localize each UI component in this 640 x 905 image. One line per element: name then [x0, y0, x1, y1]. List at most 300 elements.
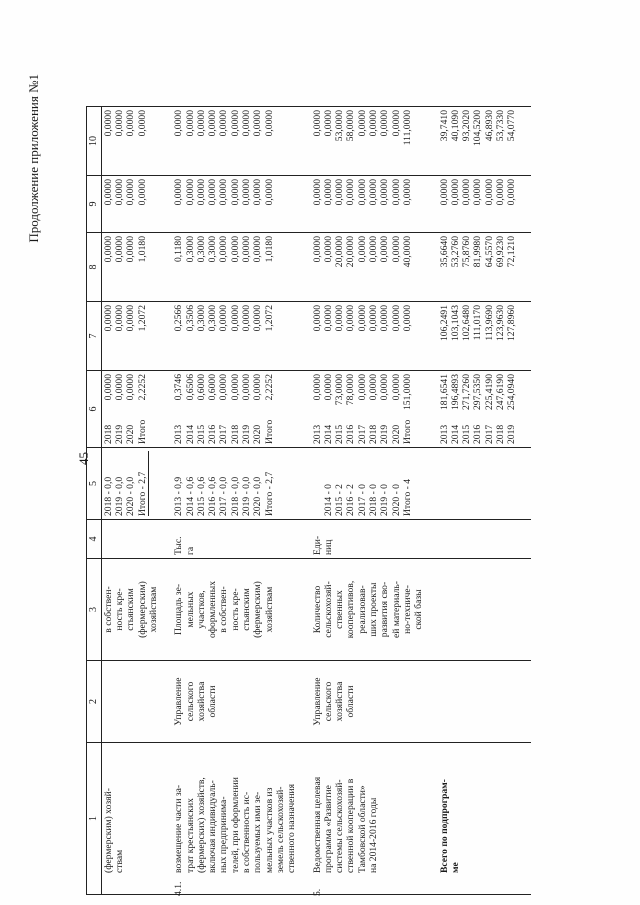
cell-line: 0,0000: [229, 179, 241, 206]
cell-line: Площадь зе-: [173, 583, 185, 636]
cell-line: хозяйства: [334, 681, 346, 722]
cell-line: 0,0000: [345, 179, 357, 206]
cell-line: системы сельскохозяй-: [334, 779, 346, 873]
cell-line: Количество: [311, 585, 323, 634]
cell-indicator: [438, 559, 519, 661]
cell-line: 0,0000: [356, 179, 368, 206]
cell-line: 2019: [379, 424, 391, 444]
cell-line: 123,9630: [495, 305, 506, 341]
cell-line: ствам: [114, 849, 126, 873]
spacer-cell: [299, 233, 311, 302]
cell-line: 254,0940: [506, 374, 518, 410]
cell-line: в собственность ис-: [241, 791, 253, 873]
cell-line: 196,4893: [449, 374, 461, 410]
cell-line: 2019 - 0,0: [114, 476, 126, 516]
cell-regional-budget: [101, 302, 160, 371]
page-number: 45: [76, 452, 91, 465]
cell-line: 0,3000: [195, 236, 207, 263]
cell-line: сельского: [322, 681, 334, 722]
cell-line: 0,3000: [184, 236, 196, 263]
cell-line: 0,3000: [195, 305, 207, 332]
cell-line: 0,0000: [125, 236, 137, 263]
cell-line: 2017: [218, 424, 230, 444]
cell-line: кооперативов,: [345, 580, 357, 639]
spacer-cell: [160, 520, 172, 559]
cell-target-values: [311, 448, 426, 520]
cell-total-funding: [172, 371, 298, 448]
spacer-cell: [426, 520, 438, 559]
cell-executor: [438, 661, 519, 743]
cell-line: 0,0000: [334, 179, 346, 206]
cell-line: 0,0000: [125, 374, 137, 401]
cell-other-sources: [101, 107, 160, 176]
cell-line: области: [207, 685, 219, 718]
cell-line: 0,0000: [368, 179, 380, 206]
cell-line: 2017: [356, 424, 368, 444]
spacer-cell: [426, 743, 438, 895]
spacer-cell: [519, 176, 531, 233]
cell-line: в собствен-: [102, 586, 114, 633]
cell-unit: [172, 520, 298, 559]
cell-line: Итого: [136, 419, 148, 444]
cell-line: ственных: [334, 590, 346, 629]
cell-total-funding: [311, 371, 426, 448]
cell-line: 0,0000: [390, 305, 402, 332]
table-row: [438, 107, 519, 895]
cell-line: 0,0000: [322, 236, 334, 263]
table-body: [101, 107, 530, 895]
cell-line: ей материаль-: [390, 581, 402, 638]
cell-line: 0,0000: [102, 236, 114, 263]
cell-line: Итого: [401, 419, 413, 444]
spacer-cell: [519, 661, 531, 743]
cell-line: участков,: [195, 590, 207, 629]
cell-line: 2015: [334, 424, 346, 444]
cell-line: 0,0000: [390, 179, 402, 206]
cell-line: 2014: [184, 424, 196, 444]
cell-indicator: [311, 559, 426, 661]
cell-line: 2019: [114, 424, 126, 444]
cell-line: 2013 - 0,9: [173, 476, 185, 516]
header-cell-2: 2: [87, 661, 102, 743]
cell-line: 2016: [345, 424, 357, 444]
cell-line: 2020 - 0: [390, 484, 402, 516]
spacer-cell: [299, 559, 311, 661]
cell-line: 0,0000: [102, 305, 114, 332]
cell-line: Итого: [263, 419, 275, 444]
spacer-cell: [299, 448, 311, 520]
cell-line: 2018 - 0: [368, 484, 380, 516]
spacer-cell: [519, 233, 531, 302]
cell-line: 73,0000: [334, 374, 346, 406]
header-cell-9: 9: [87, 176, 102, 233]
cell-line: 0,0000: [229, 305, 241, 332]
cell-name: [311, 743, 426, 895]
cell-line: 102,6480: [461, 305, 473, 341]
cell-name: [172, 743, 298, 895]
cell-line: Тыс.: [173, 536, 185, 555]
cell-line: 0,0000: [252, 236, 264, 263]
cell-line: 2020: [252, 424, 264, 444]
cell-unit: [438, 520, 519, 559]
spacer-cell: [426, 448, 438, 520]
header-cell-8: 8: [87, 233, 102, 302]
cell-federal-budget: [311, 233, 426, 302]
cell-line: 106,2491: [438, 305, 450, 341]
cell-regional-budget: [172, 302, 298, 371]
spacer-cell: [160, 448, 172, 520]
spacer-cell: [160, 233, 172, 302]
cell-line: Управление: [311, 677, 323, 726]
cell-line: 2019: [241, 424, 253, 444]
cell-line: 0,0000: [356, 374, 368, 401]
cell-line: 0,0000: [218, 236, 230, 263]
cell-line: 0,0000: [125, 110, 137, 137]
cell-line: 0,0000: [173, 110, 185, 137]
cell-line: 0,3746: [173, 374, 185, 401]
cell-line: 20,0000: [334, 236, 346, 268]
cell-line: 2015: [461, 424, 473, 444]
cell-line: 2014 - 0: [322, 484, 334, 516]
spacer-row: [426, 107, 438, 895]
cell-line: 0,0000: [322, 110, 334, 137]
cell-line: программа «Развитие: [322, 785, 334, 873]
cell-line: (фермерским): [136, 581, 148, 638]
cell-line: ность кре-: [114, 588, 126, 631]
table-header-row: [87, 107, 102, 895]
spacer-cell: [160, 371, 172, 448]
cell-line: 2014: [322, 424, 334, 444]
cell-line: 2017: [483, 424, 495, 444]
cell-line: Итого - 2,7: [137, 451, 149, 516]
cell-line: 2016: [472, 424, 484, 444]
cell-indicator: [101, 559, 160, 661]
cell-line: трат крестьянских: [184, 798, 196, 873]
spacer-cell: [160, 559, 172, 661]
spacer-cell: [299, 176, 311, 233]
cell-line: оформленных: [207, 580, 219, 639]
spacer-cell: [519, 302, 531, 371]
cell-line: 0,0000: [506, 179, 518, 206]
cell-line: 2019: [506, 424, 518, 444]
header-cell-6: 6: [87, 371, 102, 448]
cell-local-budget: [311, 176, 426, 233]
cell-line: 0,0000: [102, 374, 114, 401]
cell-line: 0,0000: [311, 236, 323, 263]
cell-line: 53,2760: [449, 236, 461, 268]
cell-line: 0,2566: [173, 305, 185, 332]
program-table: [86, 106, 531, 895]
cell-line: 0,0000: [218, 374, 230, 401]
spacer-cell: [160, 107, 172, 176]
cell-line: [312, 451, 323, 516]
cell-federal-budget: [172, 233, 298, 302]
cell-line: 0,0000: [252, 110, 264, 137]
cell-line: (фермерских) хозяйств,: [195, 777, 207, 873]
cell-target-values: [172, 448, 298, 520]
cell-executor: [311, 661, 426, 743]
cell-line: 0,0000: [184, 110, 196, 137]
cell-line: 0,0000: [495, 179, 506, 206]
cell-line: возмещение части за-: [173, 784, 185, 873]
spacer-cell: [299, 661, 311, 743]
cell-line: 181,6541: [438, 374, 450, 410]
cell-line: 0,0000: [114, 374, 126, 401]
cell-line: 0,0000: [379, 179, 391, 206]
cell-line: 0,0000: [252, 374, 264, 401]
cell-line: 0,0000: [379, 305, 391, 332]
cell-other-sources: [438, 107, 519, 176]
cell-line: 0,0000: [449, 179, 461, 206]
cell-line: 0,0000: [125, 305, 137, 332]
cell-line: 0,0000: [390, 374, 402, 401]
cell-line: 2014 - 0,6: [184, 476, 196, 516]
cell-line: 0,0000: [461, 179, 473, 206]
cell-line: ших проекты: [368, 582, 380, 637]
spacer-cell: [299, 371, 311, 448]
cell-line: хозяйствам: [263, 586, 275, 633]
cell-line: 0,0000: [368, 110, 380, 137]
header-cell-4: 4: [87, 520, 102, 559]
cell-line: 0,0000: [218, 179, 230, 206]
cell-federal-budget: [438, 233, 519, 302]
cell-line: мельных: [184, 591, 196, 628]
cell-line: 0,0000: [356, 305, 368, 332]
cell-line: 0,0000: [114, 236, 126, 263]
spacer-cell: [160, 661, 172, 743]
cell-name: [101, 743, 160, 895]
cell-line: 0,0000: [438, 179, 450, 206]
cell-line: 2018: [368, 424, 380, 444]
cell-line: 20,0000: [345, 236, 357, 268]
cell-line: 2018: [102, 424, 114, 444]
cell-line: 2018 - 0,0: [102, 476, 114, 516]
cell-line: 0,0000: [263, 110, 275, 137]
cell-line: телей, при оформлении: [229, 777, 241, 873]
cell-line: 0,0000: [229, 236, 241, 263]
cell-line: ственной кооперации в: [345, 778, 357, 873]
cell-line: 0,3000: [207, 236, 219, 263]
spacer-cell: [519, 448, 531, 520]
cell-line: 0,0000: [379, 110, 391, 137]
cell-line: включая индивидуаль-: [207, 780, 219, 873]
cell-line: 2018 - 0,0: [229, 476, 241, 516]
cell-indicator: [172, 559, 298, 661]
cell-line: 0,0000: [114, 179, 126, 206]
spacer-cell: [299, 302, 311, 371]
cell-line: 1,2072: [263, 305, 275, 332]
cell-local-budget: [438, 176, 519, 233]
spacer-cell: [426, 371, 438, 448]
cell-line: 1,2072: [136, 305, 148, 332]
cell-line: 78,0000: [345, 374, 357, 406]
cell-name: [438, 743, 519, 895]
cell-line: 0,0000: [311, 110, 323, 137]
spacer-cell: [426, 176, 438, 233]
cell-line: 0,0000: [173, 179, 185, 206]
cell-line: области: [345, 685, 357, 718]
cell-executor: [172, 661, 298, 743]
cell-line: 2014: [449, 424, 461, 444]
cell-line: 2,2252: [263, 374, 275, 401]
spacer-cell: [519, 107, 531, 176]
header-cell-10: 10: [87, 107, 102, 176]
spacer-cell: [299, 107, 311, 176]
cell-line: 2020 - 0,0: [252, 476, 264, 516]
cell-line: 0,0000: [252, 179, 264, 206]
cell-line: сельского: [184, 681, 196, 722]
cell-line: 64,5570: [483, 236, 495, 268]
cell-line: 0,0000: [114, 305, 126, 332]
cell-local-budget: [172, 176, 298, 233]
cell-line: земель сельскохозяй-: [274, 786, 286, 873]
cell-line: 0,0000: [368, 236, 380, 263]
spacer-cell: [519, 743, 531, 895]
cell-line: 0,0000: [195, 110, 207, 137]
cell-line: 113,9690: [483, 305, 495, 341]
cell-line: 75,8760: [461, 236, 473, 268]
cell-line: 54,0770: [506, 110, 518, 142]
spacer-cell: [426, 661, 438, 743]
cell-regional-budget: [438, 302, 519, 371]
cell-line: 0,0000: [334, 305, 346, 332]
cell-line: 72,1210: [506, 236, 518, 268]
spacer-cell: [160, 302, 172, 371]
cell-line: 2013: [311, 424, 323, 444]
cell-line: 0,0000: [184, 179, 196, 206]
cell-line: 1,0180: [263, 236, 275, 263]
cell-line: 93,2020: [461, 110, 473, 142]
cell-line: 2018: [229, 424, 241, 444]
cell-line: 1,0180: [136, 236, 148, 263]
table-row: [311, 107, 426, 895]
cell-line: 0,0000: [379, 236, 391, 263]
spacer-cell: [299, 743, 311, 895]
cell-line: 0,0000: [401, 305, 413, 332]
cell-line: Еди-: [311, 535, 323, 555]
cell-line: 0,0000: [241, 110, 253, 137]
cell-line: 2019 - 0,0: [241, 476, 253, 516]
cell-line: стьянским: [125, 588, 137, 631]
cell-line: 297,5350: [472, 374, 484, 410]
cell-line: 0,0000: [125, 179, 137, 206]
cell-line: 40,0000: [401, 236, 413, 268]
cell-line: 2013: [438, 424, 450, 444]
cell-line: реализовав-: [356, 585, 368, 634]
cell-line: 2015 - 2: [334, 484, 346, 516]
cell-line: 247,6190: [495, 374, 506, 410]
spacer-row: [519, 107, 531, 895]
cell-line: 0,0000: [322, 374, 334, 401]
cell-line: 0,0000: [241, 374, 253, 401]
cell-line: 0,6000: [207, 374, 219, 401]
cell-line: Тамбовской области»: [356, 785, 368, 873]
cell-line: 0,0000: [368, 374, 380, 401]
cell-line: 0,0000: [322, 305, 334, 332]
cell-line: 0,0000: [195, 179, 207, 206]
cell-line: 0,0000: [390, 110, 402, 137]
cell-line: 0,0000: [345, 305, 357, 332]
cell-line: хозяйствам: [147, 586, 159, 633]
cell-line: 2015: [195, 424, 207, 444]
cell-line: 2,2252: [136, 374, 148, 401]
appendix-continuation-heading: Продолжение приложения №1: [26, 74, 41, 243]
cell-line: ме: [449, 862, 461, 873]
cell-line: 53,0000: [334, 110, 346, 142]
cell-line: 0,0000: [322, 179, 334, 206]
cell-line: 103,1043: [449, 305, 461, 341]
spacer-cell: [426, 559, 438, 661]
cell-line: развития сво-: [379, 581, 391, 638]
cell-line: 0,0000: [263, 179, 275, 206]
cell-line: (фермерским) хозяй-: [102, 788, 114, 873]
cell-line: мельных участков из: [263, 787, 275, 873]
cell-line: 0,0000: [218, 110, 230, 137]
cell-line: 2016 - 2: [345, 484, 357, 516]
cell-line: 0,0000: [102, 110, 114, 137]
cell-line: 225,4190: [483, 374, 495, 410]
cell-line: Всего по подпрограм-: [438, 779, 450, 873]
spacer-cell: [426, 107, 438, 176]
cell-line: 2019 - 0: [379, 484, 391, 516]
cell-local-budget: [101, 176, 160, 233]
cell-total-funding: [438, 371, 519, 448]
cell-target-values: [438, 448, 519, 520]
spacer-cell: [160, 743, 172, 895]
cell-line: 0,0000: [368, 305, 380, 332]
cell-line: 0,0000: [114, 110, 126, 137]
cell-line: 0,0000: [241, 236, 253, 263]
cell-line: 0,0000: [311, 305, 323, 332]
cell-line: 0,0000: [252, 305, 264, 332]
cell-line: сельскохозяй-: [322, 581, 334, 638]
cell-line: ской базы: [413, 589, 425, 630]
cell-line: 111,0170: [472, 305, 484, 341]
cell-line: в собствен-: [218, 586, 230, 633]
cell-line: 0,6000: [195, 374, 207, 401]
cell-line: 0,0000: [401, 179, 413, 206]
cell-federal-budget: [101, 233, 160, 302]
spacer-cell: [519, 371, 531, 448]
row-number: 5.: [311, 888, 323, 896]
header-cell-7: 7: [87, 302, 102, 371]
cell-line: 0,0000: [390, 236, 402, 263]
cell-line: 39,7410: [438, 110, 450, 142]
cell-line: ность кре-: [229, 588, 241, 631]
spacer-cell: [426, 302, 438, 371]
cell-line: 2020: [125, 424, 137, 444]
cell-line: 0,0000: [218, 305, 230, 332]
cell-line: 53,7330: [495, 110, 506, 142]
cell-line: 0,0000: [136, 179, 148, 206]
cell-line: Итого - 2,7: [263, 471, 275, 516]
spacer-cell: [519, 520, 531, 559]
cell-line: 46,8930: [483, 110, 495, 142]
cell-line: стьянским: [241, 588, 253, 631]
cell-line: 69,9230: [495, 236, 506, 268]
header-cell-5: 5: [87, 448, 102, 520]
cell-line: 0,0000: [207, 179, 219, 206]
cell-line: 2020: [390, 424, 402, 444]
cell-total-funding: [101, 371, 160, 448]
cell-line: хозяйства: [195, 681, 207, 722]
cell-line: 0,0000: [356, 236, 368, 263]
cell-line: Ведомственная целевая: [311, 776, 323, 873]
cell-line: 2013: [173, 424, 185, 444]
cell-target-values: [101, 448, 160, 520]
cell-line: 0,1180: [173, 236, 185, 263]
cell-line: га: [184, 546, 196, 555]
